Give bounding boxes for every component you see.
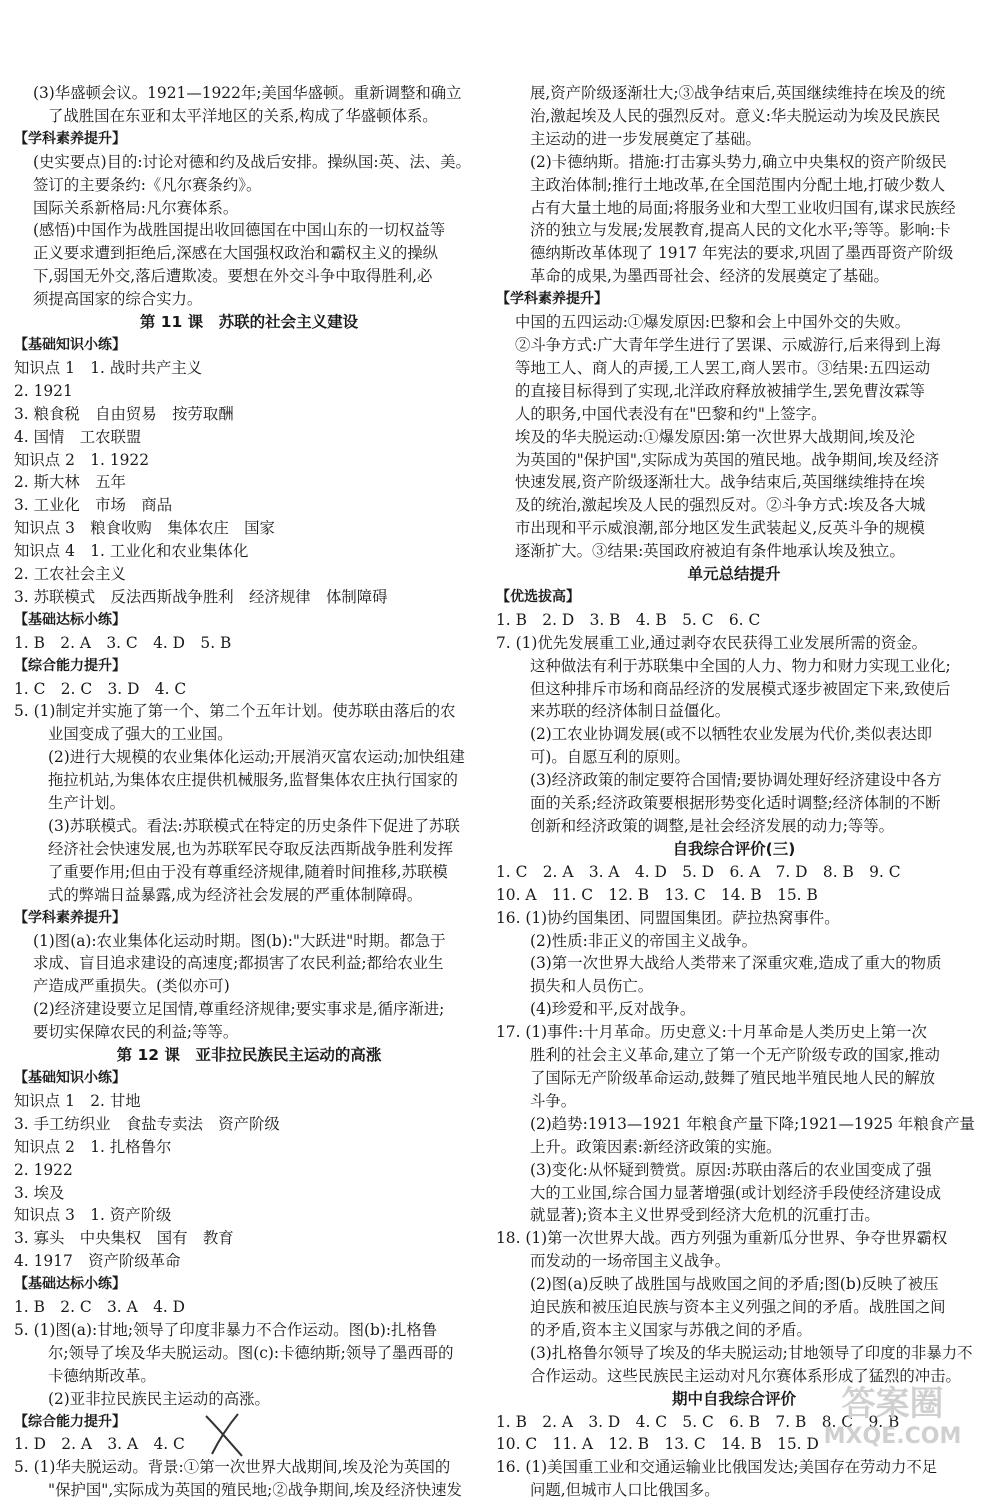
text-line: (2)工农业协调发展(或不以牺牲农业发展为代价,类似表达即 [530,725,933,744]
section-heading: 【综合能力提升】 [14,657,126,674]
lesson-title: 第 12 课 亚非拉民族民主运动的高涨 [116,1046,382,1065]
text-line: 1. B 2. A 3. C 4. D 5. B [14,633,232,652]
text-line: 5. (1)制定并实施了第一个、第二个五年计划。使苏联由落后的农 [14,702,456,721]
text-line: 5. (1)华夫脱运动。背景:①第一次世界大战期间,埃及沦为英国的 [14,1458,451,1477]
text-line: 了重要作用;但由于没有尊重经济规律,随着时间推移,苏联模 [48,862,448,881]
text-line: 16. (1)美国重工业和交通运输业比俄国发达;美国存在劳动力不足 [496,1458,938,1477]
text-line: 主运动的进一步发展奠定了基础。 [530,129,761,148]
text-line: 斗争。 [530,1091,577,1110]
text-line: 占有大量土地的局面;将服务业和大型工业收归国有,谋求民族经 [530,198,956,217]
text-line: 中国的五四运动:①爆发原因:巴黎和会上中国外交的失败。 [515,313,911,332]
text-line: 革命的成果,为墨西哥社会、经济的发展奠定了基础。 [530,267,889,286]
text-line: 下,弱国无外交,落后遭欺凌。要想在外交斗争中取得胜利,必 [33,267,433,286]
text-line: 须提高国家的综合实力。 [33,290,203,309]
text-line: (2)卡德纳斯。措施:打击寡头势力,确立中央集权的资产阶级民 [530,152,947,171]
watermark-url: MXQE.COM [823,1424,962,1449]
section-heading: 【学科素养提升】 [14,130,126,147]
text-line: 快速发展,资产阶级逐渐壮大。战争结束后,英国继续维持在埃 [515,473,925,492]
text-line: 签订的主要条约:《凡尔赛条约》。 [33,175,262,194]
text-line: (2)经济建设要立足国情,尊重经济规律;要实事求是,循序渐进; [33,1000,445,1019]
lesson-title: 单元总结提升 [687,565,781,584]
text-line: 创新和经济政策的调整,是社会经济发展的动力;等等。 [530,817,895,835]
text-line: 7. (1)优先发展重工业,通过剥夺农民获得工业发展所需的资金。 [496,633,928,652]
text-line: 的矛盾,资本主义国家与苏俄之间的矛盾。 [530,1320,812,1339]
text-line: 市出现和平示威浪潮,部分地区发生武装起义,反英斗争的规模 [515,519,925,538]
text-line: 来苏联的经济体制日益僵化。 [530,702,731,721]
text-line: 要切实保障农民的利益;等等。 [33,1023,239,1042]
text-line: 10. C 11. A 12. B 13. C 14. B 15. D [496,1435,819,1454]
section-heading: 【基础达标小练】 [14,1276,126,1293]
text-line: 产造成严重损失。(类似亦可) [33,977,230,996]
text-line: 知识点 1 2. 甘地 [14,1091,141,1110]
text-line: 知识点 3 1. 资产阶级 [14,1206,172,1225]
text-line: 3. 埃及 [14,1183,65,1202]
text-line: 知识点 3 粮食收购 集体农庄 国家 [14,519,275,538]
text-line: (2)趋势:1913—1921 年粮食产量下降;1921—1925 年粮食产量 [530,1114,975,1133]
text-line: 3. 粮食税 自由贸易 按劳取酬 [14,404,234,423]
right-column [496,82,975,1502]
text-line: 为英国的"保护国",实际成为英国的殖民地。战争期间,埃及经济 [515,450,940,469]
lesson-title: 第 11 课 苏联的社会主义建设 [139,313,359,332]
text-line: 合作运动。这些民族民主运动对凡尔赛体系形成了猛烈的冲击。 [530,1366,961,1385]
text-line: 业国变成了强大的工业国。 [48,725,233,744]
lesson-title: 期中自我综合评价 [671,1389,796,1408]
text-line: 2. 斯大林 五年 [14,473,126,492]
text-line: 等地工人、商人的声援,工人罢工,商人罢市。③结果:五四运动 [515,358,931,377]
text-line: 3. 寡头 中央集权 国有 教育 [14,1229,234,1248]
text-line: 上升。政策因素:新经济政策的实施。 [530,1137,782,1156]
text-line: 2. 工农社会主义 [14,565,126,584]
text-line: 面的关系;经济政策要根据形势变化适时调整;经济体制的不断 [530,794,941,813]
text-line: 逐渐扩大。③结果:英国政府被迫有条件地承认埃及独立。 [515,542,905,561]
text-line: 3. 苏联模式 反法西斯战争胜利 经济规律 体制障碍 [14,587,388,606]
text-line: 这种做法有利于苏联集中全国的人力、物力和财力实现工业化; [530,656,951,675]
text-line: 了战胜国在东亚和太平洋地区的关系,构成了华盛顿体系。 [48,106,438,125]
left-column [14,82,484,1502]
text-line: 1. B 2. D 3. B 4. B 5. C 6. C [496,610,761,629]
text-line: 生产计划。 [48,794,125,813]
text-line: (3)经济政策的制定要符合国情;要协调处理好经济建设中各方 [530,771,942,790]
text-line: 17. (1)事件:十月革命。历史意义:十月革命是人类历史上第一次 [496,1023,927,1042]
watermark-brand: 答案圈 [841,1384,944,1424]
text-line: 18. (1)第一次世界大战。西方列强为重新瓜分世界、争夺世界霸权 [496,1229,948,1248]
text-line: (2)亚非拉民族民主运动的高涨。 [48,1389,270,1408]
text-line: 迫民族和被压迫民族与资本主义列强之间的矛盾。战胜国之间 [530,1298,946,1317]
text-line: 1. B 2. C 3. A 4. D [14,1298,186,1317]
section-heading: 【基础达标小练】 [14,611,126,628]
text-line: 式的弊端日益暴露,成为经济社会发展的严重体制障碍。 [48,885,423,904]
text-line: (3)苏联模式。看法:苏联模式在特定的历史条件下促进了苏联 [48,817,460,835]
text-line: 1. D 2. A 3. A 4. C [14,1435,185,1454]
text-line: ②斗争方式:广大青年学生进行了罢课、示威游行,后来得到上海 [515,335,941,354]
section-heading: 【基础知识小练】 [14,336,126,353]
text-line: 知识点 1 1. 战时共产主义 [14,358,203,377]
text-line: 可)。自愿互利的原则。 [530,748,690,767]
text-line: 国际关系新格局:凡尔赛体系。 [33,198,239,217]
text-line: 正义要求遭到拒绝后,深感在大国强权政治和霸权主义的操纵 [33,244,439,263]
text-line: (3)华盛顿会议。1921—1922年;美国华盛顿。重新调整和确立 [33,84,462,102]
text-line: 求成、盲目追求建设的高速度;都损害了农民利益;都给农业生 [33,954,444,973]
text-line: 4. 国情 工农联盟 [14,427,142,446]
text-line: 2. 1922 [14,1160,73,1179]
text-line: 德纳斯改革体现了 1917 年宪法的要求,巩固了墨西哥资产阶级 [530,244,954,263]
text-line: (2)性质:非正义的帝国主义战争。 [530,931,758,950]
text-line: (3)扎格鲁尔领导了埃及的华夫脱运动;甘地领导了印度的非暴力不 [530,1343,973,1362]
text-line: 3. 工业化 市场 商品 [14,496,173,515]
text-line: 1. C 2. A 3. A 4. D 5. D 6. A 7. D 8. B 9. C [496,862,901,881]
text-line: 2. 1921 [14,381,73,400]
text-line: (感悟)中国作为战胜国提出收回德国在中国山东的一切权益等 [33,221,446,240]
text-line: 1. B 2. A 3. D 4. C 5. C 6. B 7. B 8. C 9. B [496,1412,900,1431]
text-line: 尔;领导了埃及华夫脱运动。图(c):卡德纳斯;领导了墨西哥的 [48,1343,454,1362]
text-line: 16. (1)协约国集团、同盟国集团。萨拉热窝事件。 [496,908,840,927]
watermark-logo [800,1376,985,1456]
text-line: 大的工业国,综合国力显著增强(或计划经济手段使经济建设成 [530,1183,942,1202]
text-line: 10. A 11. C 12. B 13. C 14. B 15. B [496,885,818,904]
text-line: 的直接目标得到了实现,北洋政府释放被捕学生,罢免曹汝霖等 [515,381,925,400]
text-line: 4. 1917 资产阶级革命 [14,1252,181,1271]
text-line: 主政治体制;推行土地改革,在全国范围内分配土地,打破少数人 [530,175,946,194]
text-line: "保护国",实际成为英国的殖民地;②战争期间,埃及经济快速发 [48,1481,462,1500]
text-line: 人的职务,中国代表没有在"巴黎和约"上签字。 [515,404,827,423]
section-heading: 【学科素养提升】 [496,291,608,308]
text-line: 胜利的社会主义革命,建立了第一个无产阶级专政的国家,推动 [530,1046,940,1065]
text-line: 展,资产阶级逐渐壮大;③战争结束后,英国继续维持在埃及的统 [530,84,946,102]
text-line: 埃及的华夫脱运动:①爆发原因:第一次世界大战期间,埃及沦 [515,427,916,446]
text-line: 治,激起埃及人民的强烈反对。意义:华夫脱运动为埃及民族民 [530,106,941,125]
text-line: 问题,但城市人口比俄国多。 [530,1481,720,1500]
text-line: 损失和人员伤亡。 [530,977,654,996]
text-line: 及的统治,激起埃及人民的强烈反对。②斗争方式:埃及各大城 [515,496,926,515]
text-line: 知识点 2 1. 1922 [14,450,149,469]
text-line: 拖拉机站,为集体农庄提供机械服务,监督集体农庄执行国家的 [48,771,458,790]
text-line: (1)图(a):农业集体化运动时期。图(b):"大跃进"时期。都急于 [33,931,446,950]
text-line: 卡德纳斯改革。 [48,1366,156,1385]
text-line: 经济社会快速发展,也为苏联军民夺取反法西斯战争胜利发挥 [48,839,454,858]
text-line: 1. C 2. C 3. D 4. C [14,679,187,698]
text-line: 就显著);资本主义世界受到经济大危机的沉重打击。 [530,1206,880,1225]
lesson-title: 自我综合评价(三) [672,839,796,858]
text-line: 知识点 2 1. 扎格鲁尔 [14,1137,172,1156]
text-line: (2)进行大规模的农业集体化运动;开展消灭富农运动;加快组建 [48,748,465,767]
section-heading: 【学科素养提升】 [14,909,126,926]
text-line: (4)珍爱和平,反对战争。 [530,1000,696,1019]
text-line: 3. 手工纺织业 食盐专卖法 资产阶级 [14,1114,280,1133]
text-line: (2)图(a)反映了战胜国与战败国之间的矛盾;图(b)反映了被压 [530,1275,939,1294]
text-line: (史实要点)目的:讨论对德和约及战后安排。操纵国:英、法、美。 [33,152,471,171]
text-line: 济的独立与发展;发展教育,提高人民的文化水平;等等。影响:卡 [530,221,951,240]
text-line: 5. (1)图(a):甘地;领导了印度非暴力不合作运动。图(b):扎格鲁 [14,1320,438,1339]
handwritten-mark [198,1404,258,1464]
text-line: 了国际无产阶级革命运动,鼓舞了殖民地半殖民地人民的解放 [530,1068,936,1087]
text-line: 但这种排斥市场和商品经济的发展模式逐步被固定下来,致使后 [530,679,951,698]
text-line: 知识点 4 1. 工业化和农业集体化 [14,542,249,561]
text-line: (3)变化:从怀疑到赞赏。原因:苏联由落后的农业国变成了强 [530,1160,932,1179]
section-heading: 【综合能力提升】 [14,1413,126,1430]
text-line: 而发动的一场帝国主义战争。 [530,1252,731,1271]
section-heading: 【基础知识小练】 [14,1069,126,1086]
section-heading: 【优选拔高】 [496,588,580,605]
text-line: (3)第一次世界大战给人类带来了深重灾难,造成了重大的物质 [530,954,942,973]
